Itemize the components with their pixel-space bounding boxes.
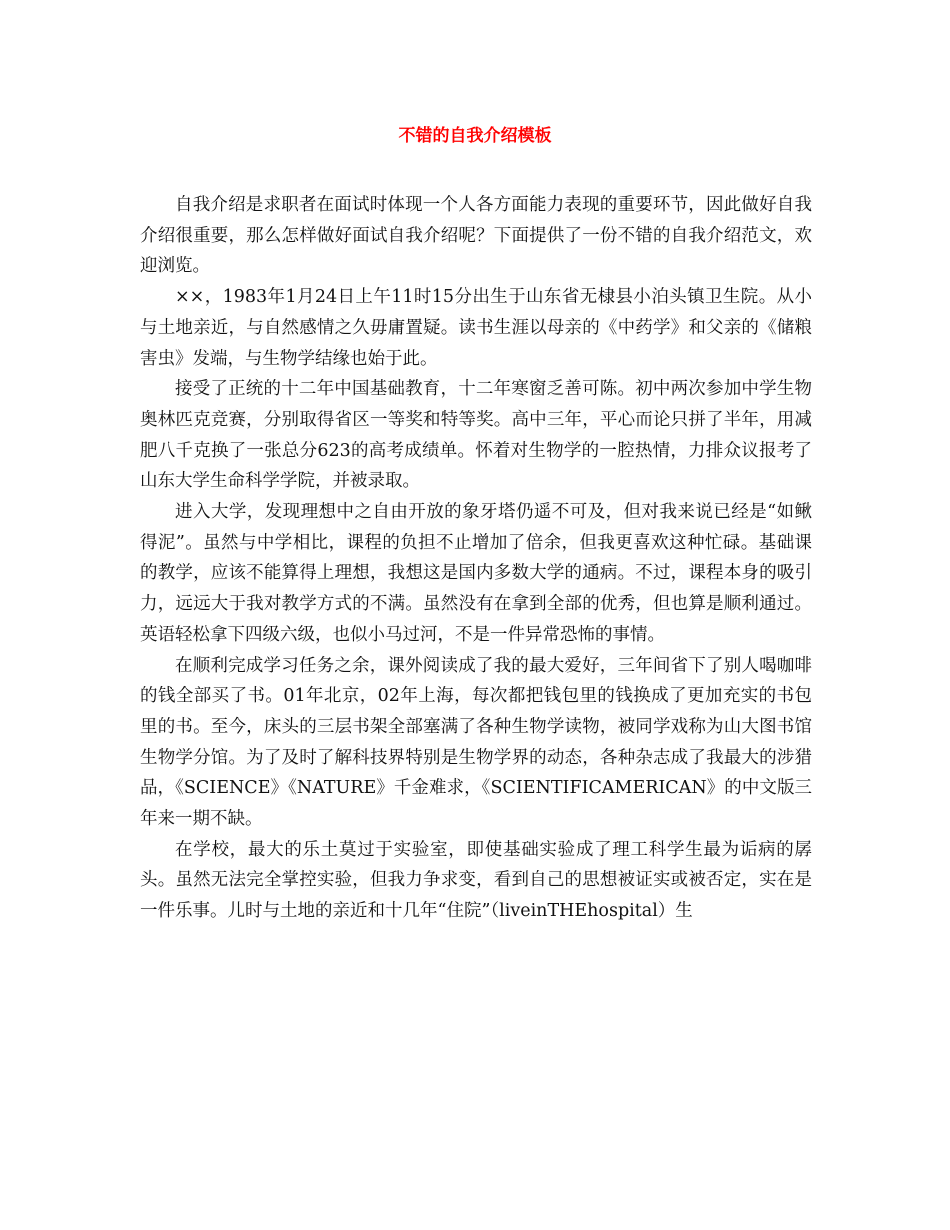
document-title: 不错的自我介绍模板 (398, 126, 552, 146)
paragraph-intro: 自我介绍是求职者在面试时体现一个人各方面能力表现的重要环节，因此做好自我介绍很重要，那么怎样做好面试自我介绍呢？下面提供了一份不错的自我介绍范文，欢迎浏览。 (140, 195, 812, 277)
paragraph-university: 进入大学，发现理想中之自由开放的象牙塔仍遥不可及，但对我来说已经是“如鳅得泥”。虽然与中学相比，课程的负担不止增加了倍余，但我更喜欢这种忙碌。基础课的教学，应该不能算得上理想，我想这是国内多数大学的通病。不过，课程本身的吸引力，远远大于我对教学方式的不满。虽然没有在拿到全部的优秀，但也算是顺利通过。英语轻松拿下四级六级，也似小马过河，不是一件异常恐怖的事情。 (140, 502, 812, 645)
paragraph-birth: ××，1983年1月24日上午11时15分出生于山东省无棣县小泊头镇卫生院。从小与土地亲近，与自然感情之久毋庸置疑。读书生涯以母亲的《中药学》和父亲的《储粮害虫》发端，与生物学结缘也始于此。 (140, 287, 812, 369)
paragraph-education: 接受了正统的十二年中国基础教育，十二年寒窗乏善可陈。初中两次参加中学生物奥林匹克竞赛，分别取得省区一等奖和特等奖。高中三年，平心而论只拼了半年，用减肥八千克换了一张总分623的高考成绩单。怀着对生物学的一腔热情，力排众议报考了山东大学生命科学学院，并被录取。 (140, 379, 812, 492)
document-body (140, 190, 812, 927)
paragraph-reading: 在顺利完成学习任务之余，课外阅读成了我的最大爱好，三年间省下了别人喝咖啡的钱全部买了书。01年北京，02年上海，每次都把钱包里的钱换成了更加充实的书包里的书。至今，床头的三层书架全部塞满了各种生物学读物，被同学戏称为山大图书馆生物学分馆。为了及时了解科技界特别是生物学界的动态，各种杂志成了我最大的涉猎品，《SCIENCE》《NATURE》千金难求，《SCIENTIFICAMERICAN》的中文版三年来一期不缺。 (140, 655, 812, 830)
paragraph-laboratory: 在学校，最大的乐土莫过于实验室，即使基础实验成了理工科学生最为诟病的孱头。虽然无法完全掌控实验，但我力争求变，看到自己的思想被证实或被否定，实在是一件乐事。儿时与土地的亲近和十几年“住院”（liveinTHEhospital）生 (140, 839, 812, 922)
